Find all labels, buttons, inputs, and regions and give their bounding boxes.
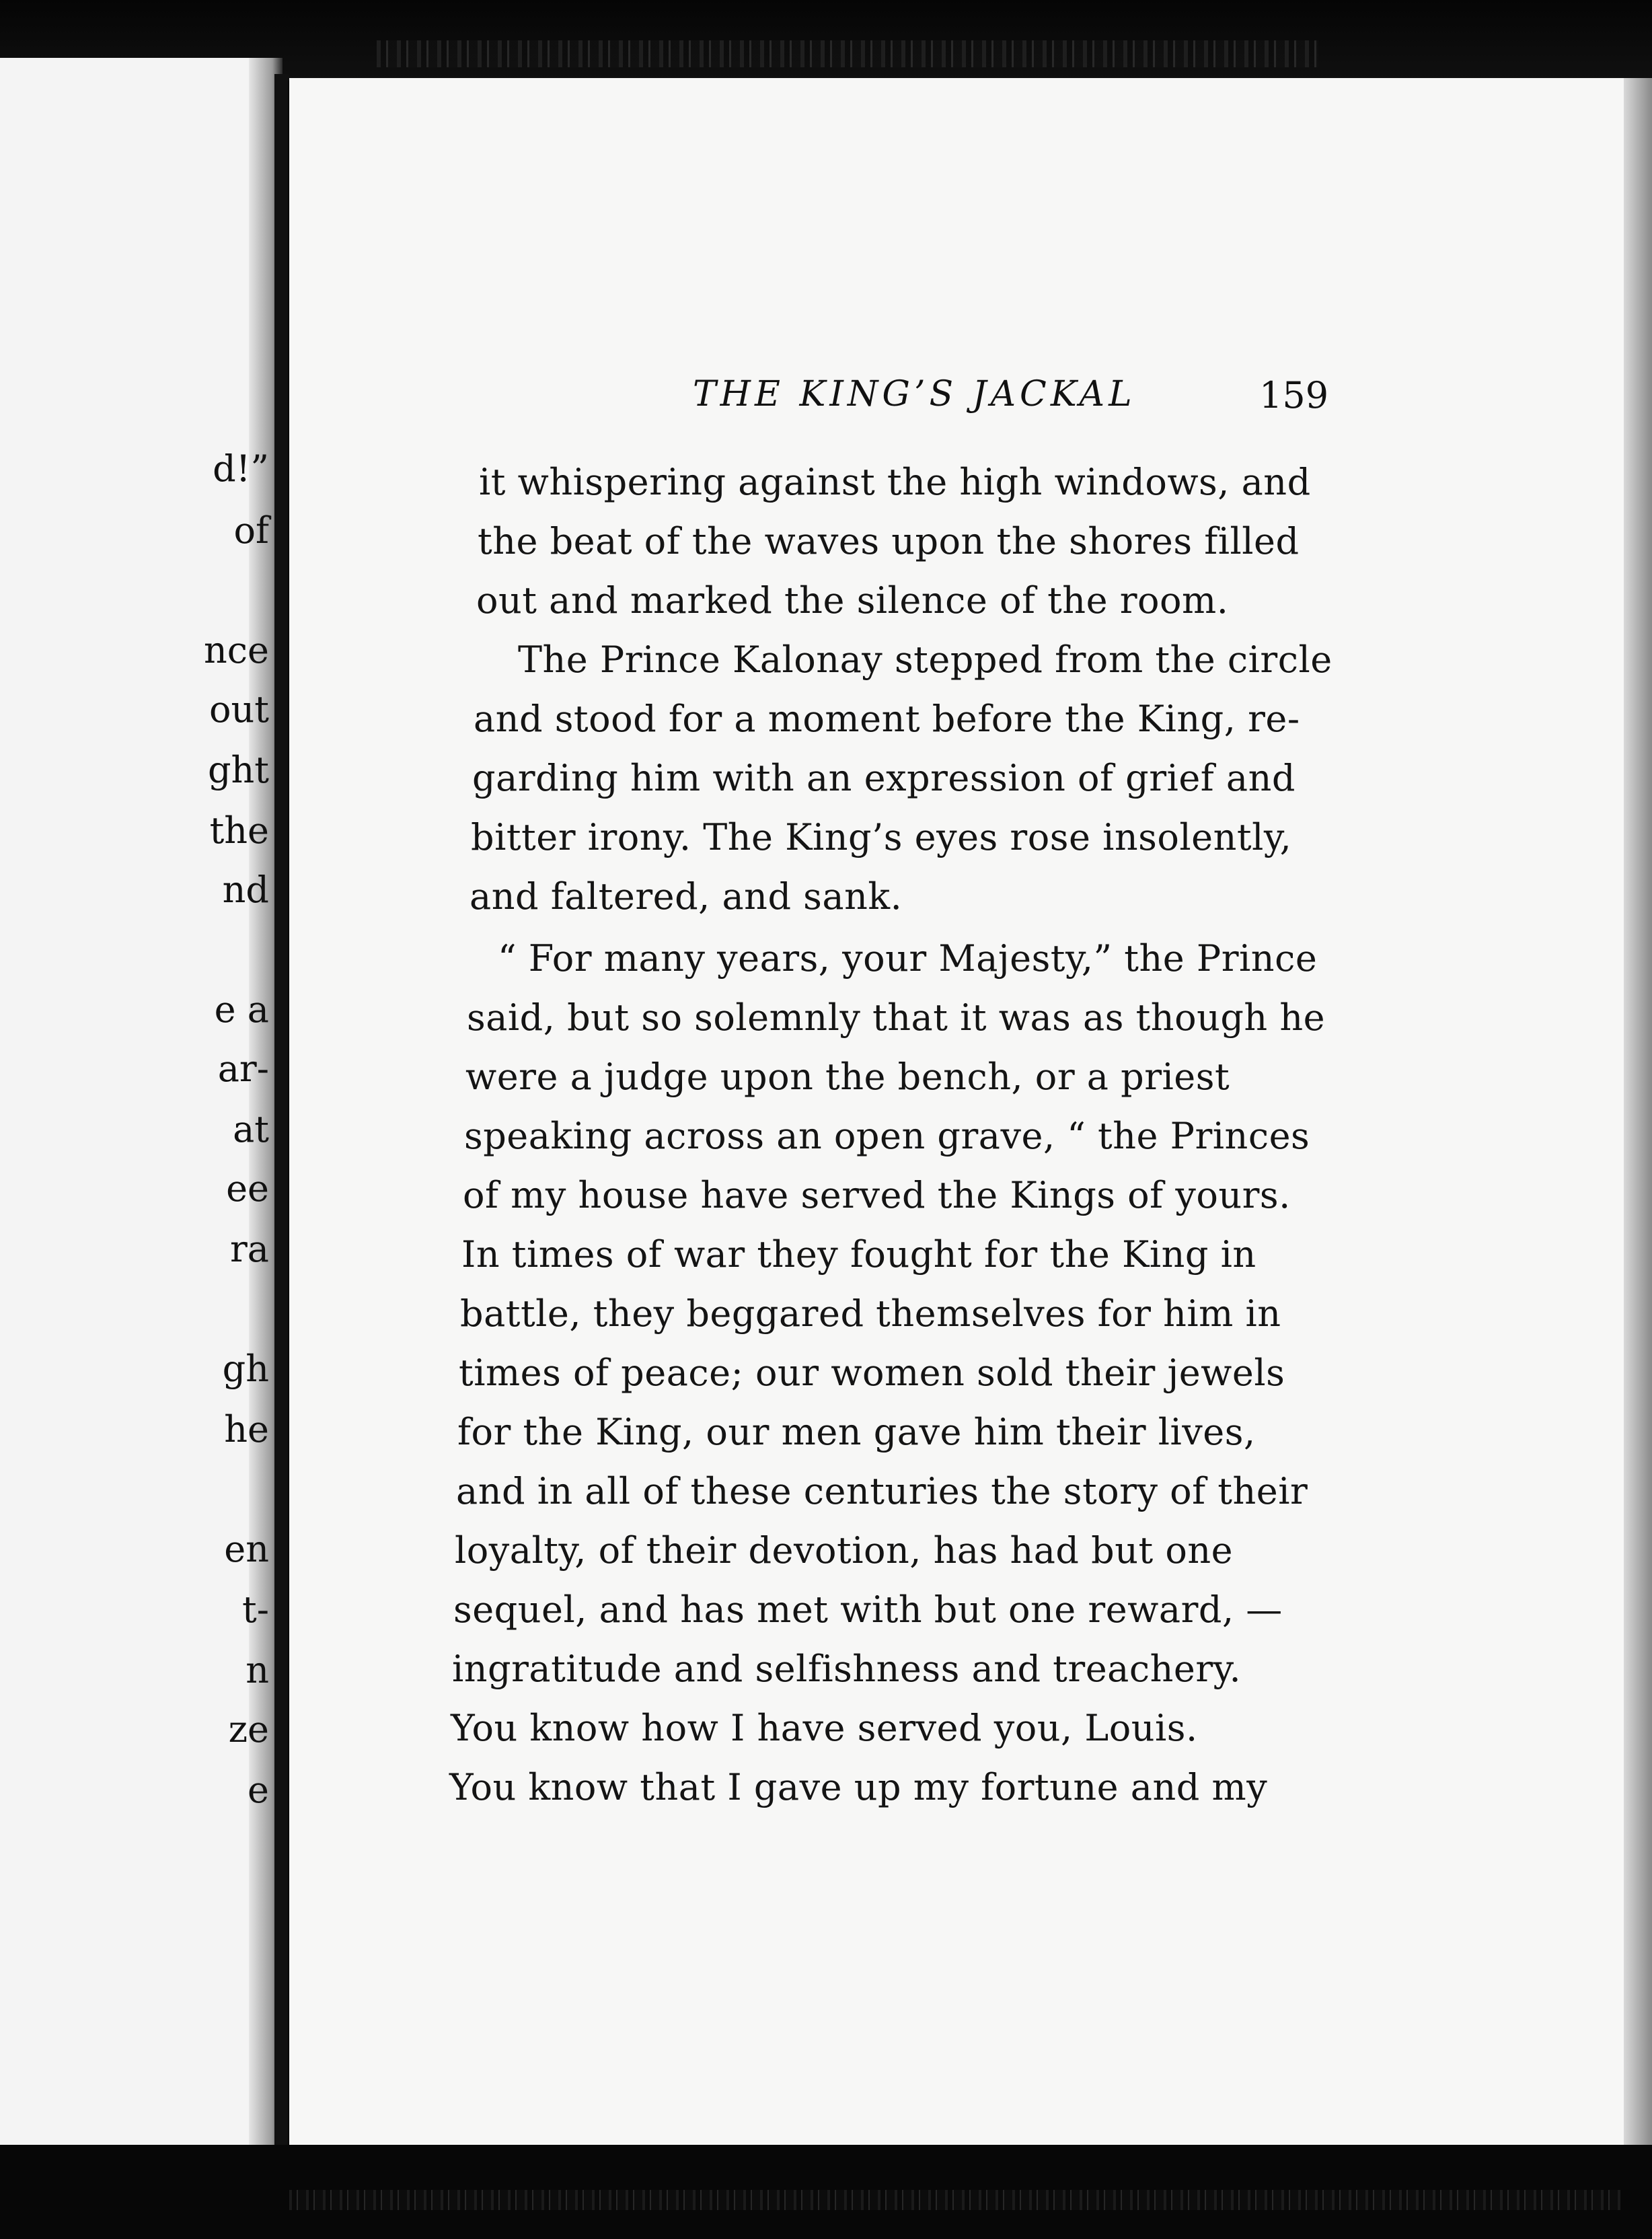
left-fragment: ra [229, 1228, 269, 1270]
left-fragment: ght [207, 749, 269, 791]
text-line: The Prince Kalonay stepped from the circle [518, 638, 1332, 681]
text-line: for the King, our men gave him their lives, [457, 1411, 1256, 1453]
page-number: 159 [1259, 374, 1329, 416]
left-fragment: nd [222, 869, 269, 911]
text-line: the beat of the waves upon the shores filled [478, 520, 1300, 562]
left-fragment: ze [228, 1708, 269, 1751]
left-fragment: n [246, 1649, 269, 1691]
text-line: it whispering against the high windows, and [479, 461, 1311, 503]
text-line: sequel, and has met with but one reward, — [453, 1588, 1283, 1631]
left-fragment: he [224, 1408, 269, 1451]
left-fragment: ee [226, 1167, 269, 1210]
left-fragment: at [233, 1108, 269, 1150]
text-line: said, but so solemnly that it was as though he [467, 996, 1326, 1039]
text-line: In times of war they fought for the King in [461, 1233, 1256, 1276]
text-line: bitter irony. The King’s eyes rose insolently, [471, 816, 1292, 858]
text-line: times of peace; our women sold their jewels [459, 1352, 1285, 1394]
scan-top-noise [377, 40, 1318, 67]
text-line: were a judge upon the bench, or a priest [465, 1056, 1230, 1098]
book-spine [274, 74, 288, 2160]
text-line: and in all of these centuries the story of their [456, 1470, 1308, 1512]
text-line: and stood for a moment before the King, re- [474, 698, 1300, 740]
text-line: ingratitude and selfishness and treachery. [452, 1648, 1242, 1690]
left-fragment: out [209, 688, 269, 731]
left-fragment: d!” [213, 447, 269, 490]
text-line: out and marked the silence of the room. [476, 579, 1229, 622]
running-title: THE KING’S JACKAL [693, 374, 1136, 414]
left-fragment: gh [222, 1348, 269, 1390]
scan-bottom-noise [289, 2190, 1621, 2210]
left-fragment: en [224, 1528, 269, 1570]
left-fragment: ar- [217, 1048, 269, 1090]
text-line: speaking across an open grave, “ the Princes [464, 1115, 1310, 1157]
left-fragment: t- [242, 1588, 269, 1631]
text-line: battle, they beggared themselves for him in [460, 1292, 1281, 1335]
left-fragment: nce [204, 629, 269, 671]
text-line: You know how I have served you, Louis. [451, 1707, 1198, 1749]
left-fragment: e [248, 1769, 269, 1811]
left-fragment: the [209, 809, 269, 852]
text-line: You know that I gave up my fortune and my [449, 1766, 1268, 1808]
left-fragment: of [233, 509, 269, 552]
text-line: “ For many years, your Majesty,” the Prince [498, 937, 1318, 980]
text-line: garding him with an expression of grief and [472, 757, 1296, 799]
text-line: of my house have served the Kings of yours. [463, 1174, 1291, 1216]
text-line: loyalty, of their devotion, has had but one [455, 1529, 1234, 1572]
left-fragment: e a [214, 988, 269, 1031]
text-line: and faltered, and sank. [470, 875, 903, 918]
right-page-edge [1624, 78, 1652, 2239]
